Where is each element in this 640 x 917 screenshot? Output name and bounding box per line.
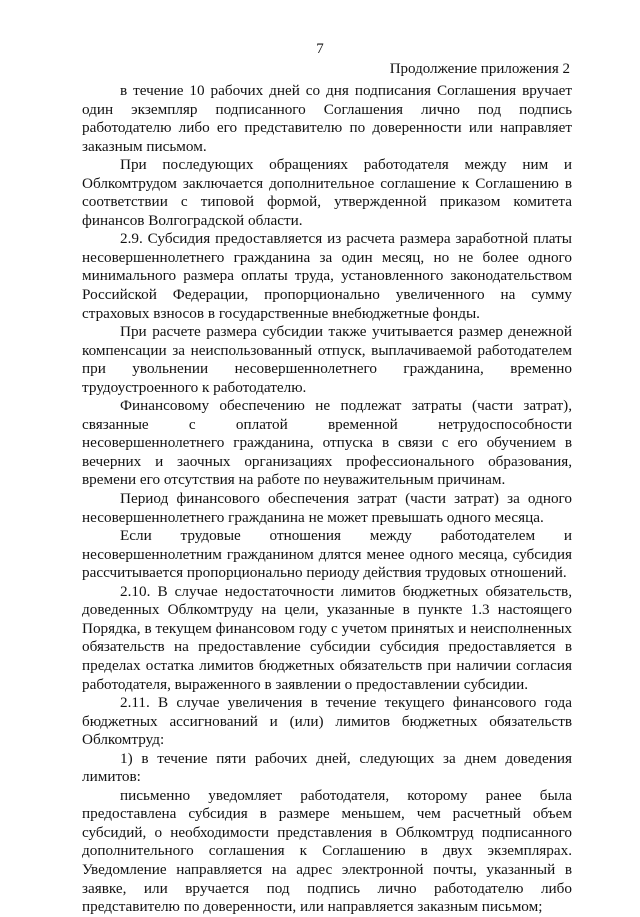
paragraph: письменно уведомляет работодателя, которому ранее была предоставлена субсидия в размере меньшем, чем расчетный объем субсидий, о необходимости представления в Облкомтруд подписанного дополнительного соглашения к Соглашению в двух экземплярах. Уведомление направляется на адрес электронной почты, указанный в заявке, или вручается под подпись лично работодателю либо представителю по доверенности, или направляется заказным письмом; — [82, 786, 572, 916]
paragraph: Финансовому обеспечению не подлежат затраты (части затрат), связанные с оплатой временной нетрудоспособности несовершеннолетнего гражданина, отпуска в связи с его обучением в вечерних и заочных организациях профессионального образования, времени его отсутствия на работе по неуважительным причинам. — [82, 397, 572, 489]
document-body — [82, 82, 572, 917]
paragraph: 2.9. Субсидия предоставляется из расчета размера заработной платы несовершеннолетнего гражданина за один месяц, но не более одного минимального размера оплаты труда, установленного законодательством Российской Федерации, пропорционально увеличенного на сумму страховых взносов в государственные внебюджетные фонды. — [82, 230, 572, 322]
paragraph: Период финансового обеспечения затрат (части затрат) за одного несовершеннолетнего гражданина не может превышать одного месяца. — [82, 490, 572, 526]
paragraph: в течение 10 рабочих дней со дня подписания Соглашения вручает один экземпляр подписанного Соглашения лично под подпись работодателю либо его представителю по доверенности или направляет заказным письмом. — [82, 82, 572, 155]
paragraph: Если трудовые отношения между работодателем и несовершеннолетним гражданином длятся менее одного месяца, субсидия рассчитывается пропорционально периоду действия трудовых отношений. — [82, 527, 572, 582]
page-number: 7 — [316, 41, 324, 57]
appendix-continuation-note: Продолжение приложения 2 — [389, 61, 570, 77]
paragraph: 2.10. В случае недостаточности лимитов бюджетных обязательств, доведенных Облкомтруду на цели, указанные в пункте 1.3 настоящего Порядка, в текущем финансовом году с учетом принятых и неисполненных обязательств на предоставление субсидии субсидия предоставляется в пределах остатка лимитов бюджетных обязательств при наличии согласия работодателя, выраженного в заявлении о предоставлении субсидии. — [82, 582, 572, 693]
paragraph: 1) в течение пяти рабочих дней, следующих за днем доведения лимитов: — [82, 749, 572, 786]
paragraph: При расчете размера субсидии также учитывается размер денежной компенсации за неиспользованный отпуск, выплачиваемой работодателем при увольнении несовершеннолетнего гражданина, временно трудоустроенного к работодателю. — [82, 323, 572, 396]
paragraph: 2.11. В случае увеличения в течение текущего финансового года бюджетных ассигнований и (или) лимитов бюджетных обязательств Облкомтруд: — [82, 694, 572, 749]
paragraph: При последующих обращениях работодателя между ним и Облкомтрудом заключается дополнительное соглашение к Соглашению в соответствии с типовой формой, утвержденной приказом комитета финансов Волгоградской области. — [82, 156, 572, 229]
